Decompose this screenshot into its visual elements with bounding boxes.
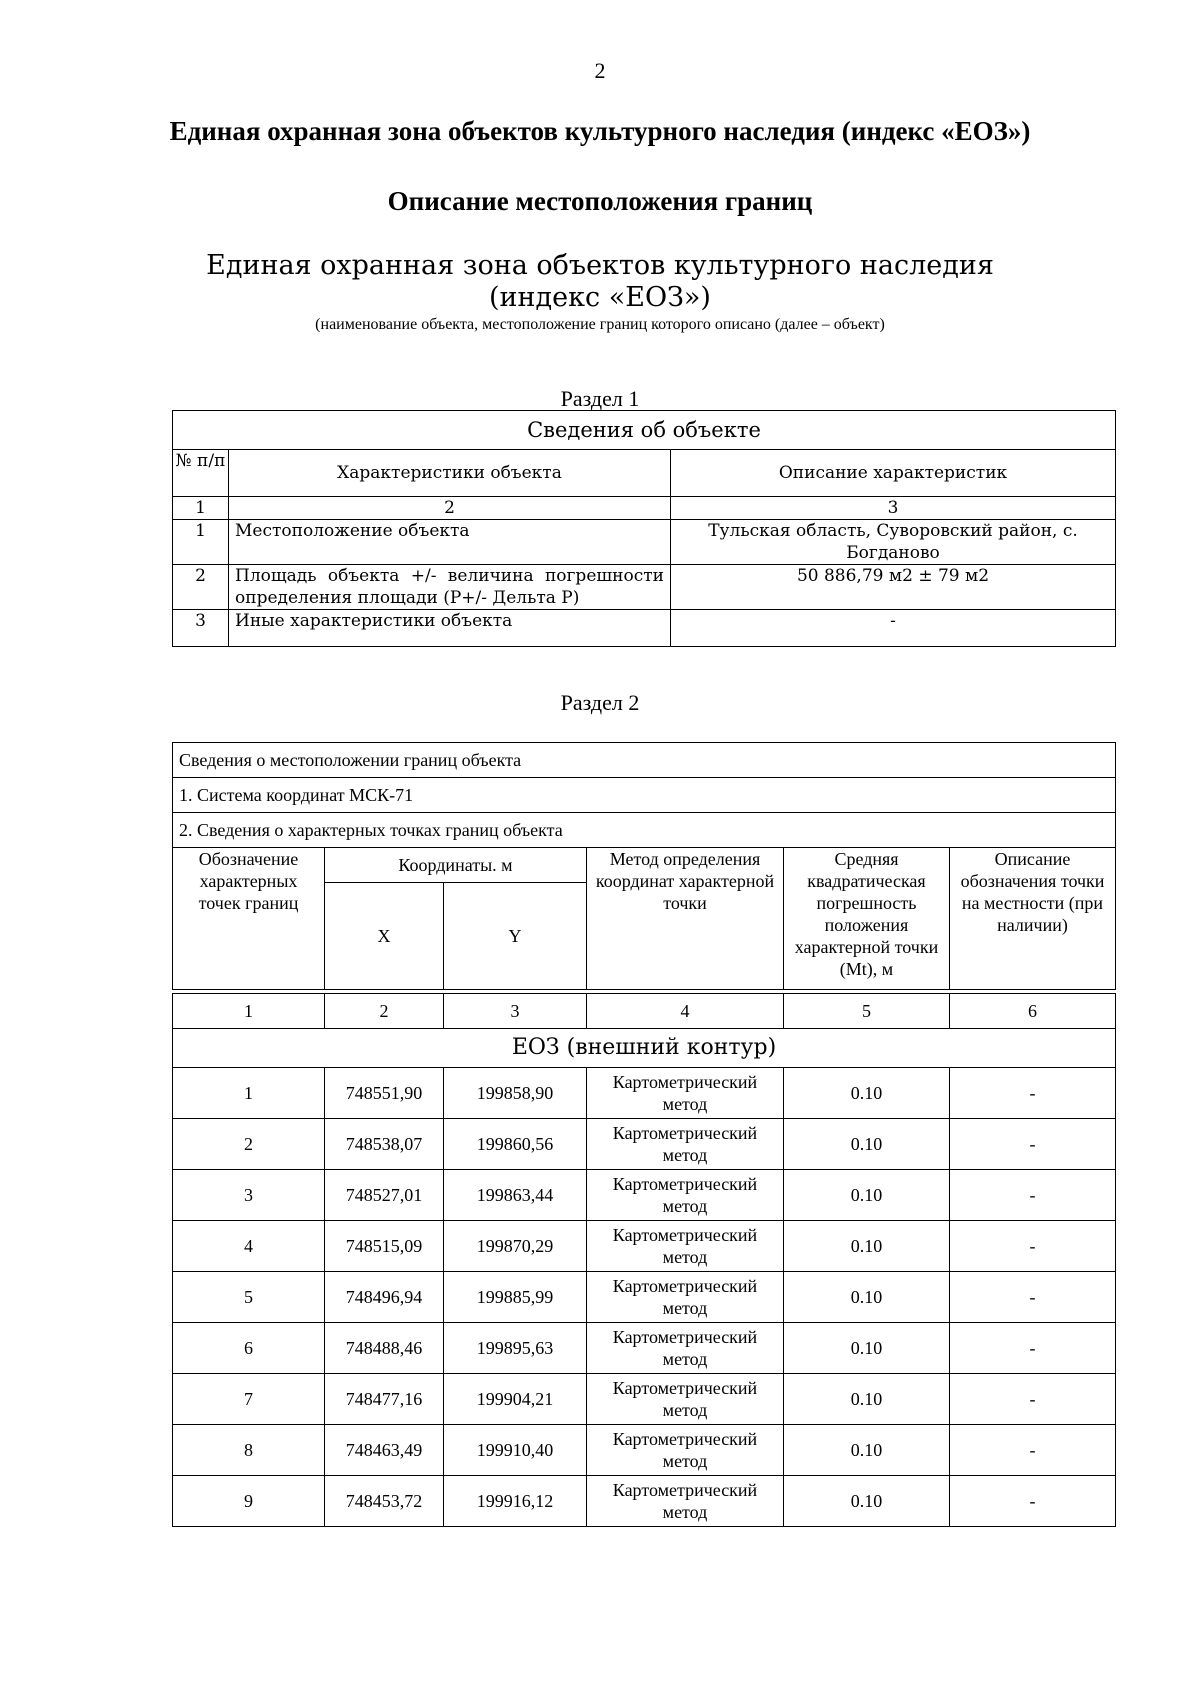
point-error: 0.10 [784,1119,950,1170]
point-y: 199863,44 [444,1170,587,1221]
table-row [173,1170,1116,1221]
point-error: 0.10 [784,1323,950,1374]
row-desc: - [671,610,1116,647]
contour-label: ЕОЗ (внешний контур) [173,1029,1116,1068]
table-row [173,610,1116,647]
object-name [0,250,1200,314]
row-char: Площадь объекта +/- величина погрешности определения площади (Р+/- Дельта Р) [229,565,671,610]
table-row [173,1119,1116,1170]
point-y: 199910,40 [444,1425,587,1476]
table-row [173,1272,1116,1323]
point-error: 0.10 [784,1272,950,1323]
point-description: - [950,1068,1116,1119]
point-error: 0.10 [784,1170,950,1221]
point-number: 1 [173,1068,325,1119]
point-description: - [950,1170,1116,1221]
table-row [173,565,1116,610]
index-cell: 2 [325,994,444,1029]
point-method: Картометрический метод [587,1068,784,1119]
point-error: 0.10 [784,1425,950,1476]
point-x: 748463,49 [325,1425,444,1476]
point-method: Картометрический метод [587,1323,784,1374]
point-description: - [950,1476,1116,1527]
point-x: 748551,90 [325,1068,444,1119]
index-cell: 2 [229,497,671,520]
table-row [173,1425,1116,1476]
point-y: 199885,99 [444,1272,587,1323]
point-error: 0.10 [784,1374,950,1425]
point-description: - [950,1221,1116,1272]
table-row [173,1221,1116,1272]
point-y: 199870,29 [444,1221,587,1272]
row-char: Местоположение объекта [229,520,671,565]
point-x: 748538,07 [325,1119,444,1170]
point-method: Картометрический метод [587,1425,784,1476]
header-coords: Координаты. м [325,848,587,883]
object-name-line1: Единая охранная зона объектов культурного наследия [206,250,994,281]
row-num: 2 [173,565,229,610]
header-y: Y [444,883,587,990]
row-num: 1 [173,520,229,565]
index-cell: 4 [587,994,784,1029]
point-x: 748527,01 [325,1170,444,1221]
document-heading: Единая охранная зона объектов культурного наследия (индекс «ЕОЗ») [169,116,1031,146]
coord-system: 1. Система координат МСК-71 [173,778,1116,813]
point-number: 2 [173,1119,325,1170]
row-desc: Тульская область, Суворовский район, с. Богданово [671,520,1116,565]
row-num: 3 [173,610,229,647]
point-description: - [950,1323,1116,1374]
point-x: 748496,94 [325,1272,444,1323]
point-method: Картометрический метод [587,1476,784,1527]
point-number: 5 [173,1272,325,1323]
col-header-char: Характеристики объекта [229,450,671,497]
page-number: 2 [594,58,606,83]
index-cell: 6 [950,994,1116,1029]
point-y: 199858,90 [444,1068,587,1119]
point-method: Картометрический метод [587,1170,784,1221]
point-number: 8 [173,1425,325,1476]
header-error: Средняя квадратическая погрешность положения характерной точки (Mt), м [784,848,950,990]
row-char: Иные характеристики объекта [229,610,671,647]
point-number: 4 [173,1221,325,1272]
header-method: Метод определения координат характерной точки [587,848,784,990]
section2-label: Раздел 2 [560,690,640,715]
row-desc: 50 886,79 м2 ± 79 м2 [671,565,1116,610]
point-number: 6 [173,1323,325,1374]
point-description: - [950,1119,1116,1170]
header-designation: Обозначение характерных точек границ [173,848,325,990]
point-number: 3 [173,1170,325,1221]
index-cell: 5 [784,994,950,1029]
object-info-table [172,410,1116,647]
point-description: - [950,1374,1116,1425]
points-title: 2. Сведения о характерных точках границ объекта [173,813,1116,848]
header-description: Описание обозначения точки на местности (при наличии) [950,848,1116,990]
point-number: 9 [173,1476,325,1527]
points-body [173,1068,1116,1527]
point-x: 748488,46 [325,1323,444,1374]
point-number: 7 [173,1374,325,1425]
object-name-note: (наименование объекта, местоположение границ которого описано (далее – объект) [315,316,885,333]
point-x: 748453,72 [325,1476,444,1527]
point-method: Картометрический метод [587,1119,784,1170]
index-cell: 3 [444,994,587,1029]
point-method: Картометрический метод [587,1221,784,1272]
table-title: Сведения об объекте [173,411,1116,450]
point-error: 0.10 [784,1221,950,1272]
index-cell: 3 [671,497,1116,520]
point-y: 199916,12 [444,1476,587,1527]
point-error: 0.10 [784,1068,950,1119]
table-row [173,1068,1116,1119]
index-cell: 1 [173,994,325,1029]
point-y: 199895,63 [444,1323,587,1374]
section2-title: Сведения о местоположении границ объекта [173,743,1116,778]
section1-label: Раздел 1 [560,386,640,411]
point-description: - [950,1425,1116,1476]
point-y: 199904,21 [444,1374,587,1425]
point-x: 748515,09 [325,1221,444,1272]
table-row [173,1476,1116,1527]
point-y: 199860,56 [444,1119,587,1170]
table-row [173,1323,1116,1374]
table-row [173,520,1116,565]
object-name-line2: (индекс «ЕОЗ») [489,282,711,313]
point-method: Картометрический метод [587,1272,784,1323]
document-subheading: Описание местоположения границ [387,186,813,216]
point-error: 0.10 [784,1476,950,1527]
point-x: 748477,16 [325,1374,444,1425]
header-x: X [325,883,444,990]
col-header-num: № п/п [173,450,229,497]
index-cell: 1 [173,497,229,520]
boundary-points-table [172,742,1116,1527]
point-method: Картометрический метод [587,1374,784,1425]
col-header-desc: Описание характеристик [671,450,1116,497]
table-row [173,1374,1116,1425]
point-description: - [950,1272,1116,1323]
